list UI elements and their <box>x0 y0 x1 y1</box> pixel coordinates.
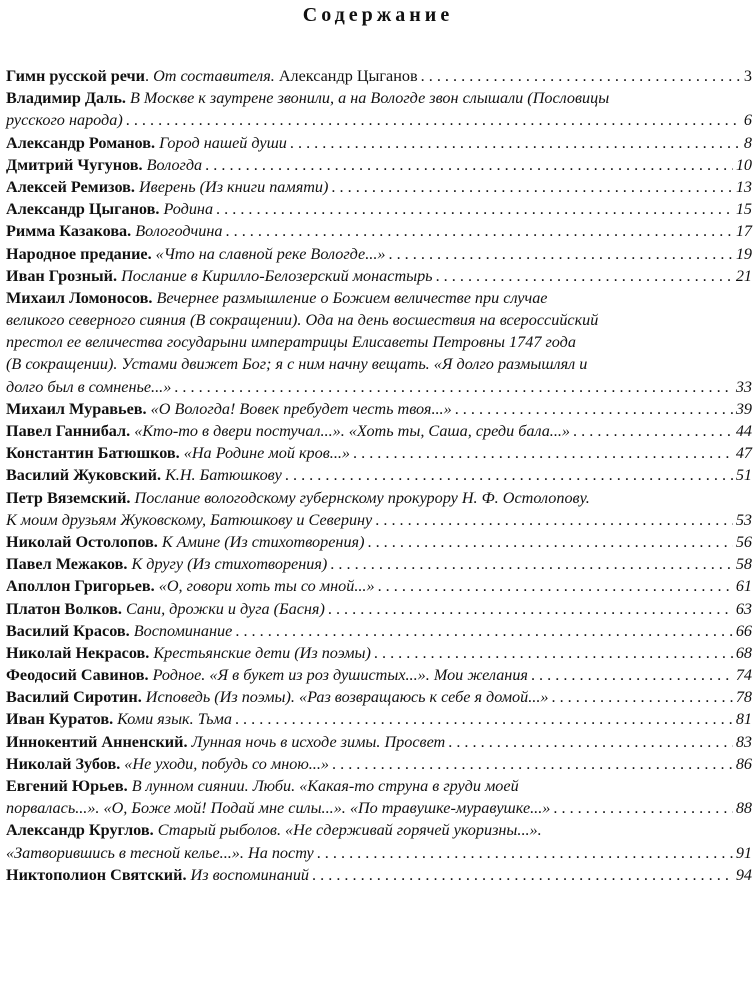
dot-leader <box>388 243 732 265</box>
dot-leader <box>378 575 733 597</box>
toc-entry[interactable] <box>6 686 752 708</box>
toc-entry-text <box>6 398 452 420</box>
toc-author: Иннокентий Анненский. <box>6 732 188 751</box>
dot-leader <box>573 420 733 442</box>
toc-entry-line <box>6 775 752 797</box>
toc-author: Василий Жуковский. <box>6 466 162 485</box>
toc-entry[interactable] <box>6 731 752 753</box>
toc-page-number: 58 <box>735 555 752 574</box>
toc-work-title: Из воспоминаний <box>190 865 310 884</box>
toc-entry[interactable] <box>6 176 752 198</box>
toc-entry[interactable] <box>6 420 752 442</box>
toc-author: Николай Некрасов. <box>6 643 150 662</box>
toc-work-title: Сани, дрожки и дуга (Басня) <box>125 599 325 618</box>
toc-author: Василий Сиротин. <box>6 688 142 707</box>
toc-entry-line <box>6 442 752 464</box>
toc-page-number: 44 <box>735 422 752 440</box>
toc-work-title: Воспоминание <box>133 621 233 640</box>
toc-entry-line <box>6 87 752 109</box>
toc-author: Римма Казакова. <box>6 222 132 241</box>
toc-entry-line <box>6 176 752 198</box>
toc-work-title: «О Вологда! Вовек пребудет честь твоя...» <box>150 399 452 418</box>
toc-page-number: 21 <box>735 266 752 285</box>
toc-entry-line <box>6 686 752 708</box>
toc-entry[interactable] <box>6 442 752 464</box>
toc-page-number: 6 <box>743 111 752 130</box>
toc-page-number: 61 <box>735 577 752 596</box>
toc-page-number: 68 <box>735 643 752 662</box>
dot-leader <box>330 553 733 575</box>
toc-entry-text <box>6 220 223 242</box>
toc-entry-text <box>6 708 232 730</box>
toc-entry-line <box>6 287 752 309</box>
toc-work-title: «Затворившись в тесной келье...». На посту <box>6 843 314 862</box>
toc-work-title: Родина <box>163 200 214 219</box>
toc-author: Дмитрий Чугунов. <box>6 155 143 174</box>
toc-work-title: Вечернее размышление о Божием величестве при случае <box>156 288 548 307</box>
toc-page-number: 3 <box>743 67 752 85</box>
toc-entry-line <box>6 154 752 176</box>
toc-entry-text <box>6 132 287 154</box>
toc-entry[interactable] <box>6 864 752 886</box>
toc-entry-line <box>6 265 752 287</box>
dot-leader <box>353 442 733 464</box>
toc-page-number: 53 <box>735 510 752 529</box>
toc-work-title: «Не уходи, побудь со мною...» <box>124 754 329 773</box>
page-title: Содержание <box>302 4 454 26</box>
toc-entry-text <box>6 442 350 464</box>
toc-entry-text <box>6 819 752 841</box>
toc-work-title: престол ее величества государыни императрицы Елисаветы Петровны 1747 года <box>6 333 576 352</box>
toc-page-number: 81 <box>735 710 752 729</box>
dot-leader <box>375 509 733 531</box>
toc-entry-line <box>6 420 752 442</box>
toc-entry-line <box>6 864 752 886</box>
toc-entry[interactable] <box>6 243 752 265</box>
toc-author: Павел Межаков. <box>6 555 128 574</box>
toc-work-title: «Что на славной реке Вологде...» <box>155 244 386 263</box>
toc-work-title: Послание в Кирилло-Белозерский монастырь <box>121 266 433 285</box>
toc-page-number: 39 <box>735 399 752 418</box>
toc-entry[interactable] <box>6 775 752 819</box>
toc-entry[interactable] <box>6 819 752 863</box>
toc-work-title: От составителя. <box>153 67 275 85</box>
toc-author: Гимн русской речи <box>6 67 145 85</box>
toc-entry-text <box>6 198 213 220</box>
toc-entry[interactable] <box>6 220 752 242</box>
toc-work-title: Вологда <box>146 155 203 174</box>
toc-entry[interactable] <box>6 753 752 775</box>
toc-work-title: порвалась...». «О, Боже мой! Подай мне силы...». «По травушке-муравушке...» <box>6 799 551 818</box>
toc-entry-line <box>6 753 752 775</box>
toc-work-title: Коми язык. Тьма <box>117 710 232 729</box>
toc-entry-text <box>6 531 364 553</box>
toc-work-title: Послание вологодскому губернскому прокурору Н. Ф. Остолопову. <box>134 488 590 507</box>
dot-leader <box>205 154 733 176</box>
toc-page-number: 63 <box>735 599 752 618</box>
toc-entry-text <box>6 509 372 531</box>
toc-work-title: Вологодчина <box>135 222 223 241</box>
toc-entry[interactable] <box>6 265 752 287</box>
toc-page-number: 86 <box>735 754 752 773</box>
toc-entry-text <box>6 864 309 886</box>
toc-entry-line <box>6 598 752 620</box>
toc-entry-line <box>6 353 752 375</box>
toc-entry-line <box>6 509 752 531</box>
toc-entry-line <box>6 376 752 398</box>
toc-author: Иван Грозный. <box>6 266 118 285</box>
toc-entry-text <box>6 642 371 664</box>
toc-entry-text <box>6 176 328 198</box>
toc-entry[interactable] <box>6 65 752 87</box>
toc-author: Александр Цыганов. <box>6 200 160 219</box>
toc-page-number: 91 <box>735 843 752 862</box>
dot-leader <box>531 664 733 686</box>
toc-entry-text <box>6 87 752 109</box>
toc-entry-line <box>6 553 752 575</box>
toc-entry[interactable] <box>6 154 752 176</box>
toc-entry-text <box>6 575 375 597</box>
toc-work-title: русского народа) <box>6 111 123 130</box>
toc-entry-text <box>6 753 329 775</box>
toc-entry-text <box>6 265 433 287</box>
toc-author: Николай Остолопов. <box>6 532 158 551</box>
toc-work-title: Старый рыболов. «Не сдерживай горячей укоризны...». <box>157 821 542 840</box>
toc-page-number: 88 <box>735 799 752 818</box>
toc-entry-text <box>6 331 752 353</box>
toc-entry-text <box>6 109 123 131</box>
toc-entry[interactable] <box>6 487 752 531</box>
toc-entry-line <box>6 664 752 686</box>
table-of-contents <box>6 65 752 886</box>
dot-leader <box>553 797 732 819</box>
toc-author: Платон Волков. <box>6 599 122 618</box>
dot-leader <box>174 376 733 398</box>
toc-author: Михаил Муравьев. <box>6 399 147 418</box>
toc-entry-text <box>6 598 325 620</box>
dot-leader <box>367 531 732 553</box>
toc-author: Константин Батюшков. <box>6 444 180 463</box>
dot-leader <box>317 842 733 864</box>
toc-page-number: 47 <box>735 444 752 463</box>
dot-leader <box>448 731 733 753</box>
dot-leader <box>312 864 733 886</box>
toc-author: Александр Романов. <box>6 133 156 152</box>
toc-page-number: 10 <box>735 155 752 174</box>
dot-leader <box>328 598 733 620</box>
toc-author: Алексей Ремизов. <box>6 177 135 196</box>
toc-entry-text <box>6 553 327 575</box>
toc-entry-text <box>6 664 528 686</box>
toc-page-number: 8 <box>743 133 752 152</box>
toc-work-title: «На Родине мой кров...» <box>183 444 351 463</box>
dot-leader <box>455 398 733 420</box>
toc-entry-text <box>6 309 752 331</box>
dot-leader <box>226 220 733 242</box>
toc-author: Александр Круглов. <box>6 821 154 840</box>
toc-entry-text <box>6 686 548 708</box>
toc-author: Аполлон Григорьев. <box>6 577 155 596</box>
toc-work-title: К.Н. Батюшкову <box>165 466 282 485</box>
toc-work-title: великого северного сияния (В сокращении). Ода на день восшествия на всероссийский <box>6 311 599 330</box>
toc-work-title: долго был в сомненье...» <box>6 377 172 396</box>
toc-work-title: Лунная ночь в исходе зимы. Просвет <box>191 732 446 751</box>
toc-entry-line <box>6 220 752 242</box>
toc-entry[interactable] <box>6 398 752 420</box>
toc-entry[interactable] <box>6 708 752 730</box>
toc-page-number: 19 <box>735 244 752 263</box>
toc-entry-text <box>6 775 752 797</box>
toc-entry-line <box>6 531 752 553</box>
toc-entry[interactable] <box>6 531 752 553</box>
toc-entry-line <box>6 819 752 841</box>
toc-author: Феодосий Савинов. <box>6 666 149 685</box>
toc-entry[interactable] <box>6 132 752 154</box>
toc-work-title: Родное. «Я в букет из роз душистых...». Мои желания <box>152 666 528 685</box>
toc-page-number: 51 <box>735 466 752 485</box>
toc-entry[interactable] <box>6 287 752 398</box>
toc-work-title: К моим друзьям Жуковскому, Батюшкову и Северину <box>6 510 373 529</box>
toc-author: Василий Красов. <box>6 621 130 640</box>
toc-entry-text <box>6 487 752 509</box>
dot-leader <box>332 753 733 775</box>
toc-page-number: 13 <box>735 177 752 196</box>
toc-entry-text <box>6 420 570 442</box>
toc-entry[interactable] <box>6 464 752 486</box>
dot-leader <box>551 686 732 708</box>
dot-leader <box>126 109 741 131</box>
toc-author: Николай Зубов. <box>6 754 121 773</box>
toc-entry-text <box>6 464 282 486</box>
toc-entry-text <box>6 154 202 176</box>
toc-page-number: 83 <box>735 732 752 751</box>
toc-entry[interactable] <box>6 575 752 597</box>
toc-work-title: В лунном сиянии. Люби. «Какая-то струна в груди моей <box>131 777 519 795</box>
toc-page-number: 17 <box>735 222 752 241</box>
toc-page-number: 56 <box>735 532 752 551</box>
toc-page-number: 15 <box>735 200 752 219</box>
toc-entry[interactable] <box>6 620 752 642</box>
toc-work-title: К другу (Из стихотворения) <box>131 555 328 574</box>
toc-entry[interactable] <box>6 598 752 620</box>
toc-work-title: (В сокращении). Устами движет Бог; я с ним начну вещать. «Я долго размышлял и <box>6 355 588 374</box>
dot-leader <box>235 708 733 730</box>
toc-entry-line <box>6 575 752 597</box>
toc-work-title: Александр Цыганов <box>274 67 418 85</box>
dot-leader <box>331 176 732 198</box>
toc-page-number: 78 <box>735 688 752 707</box>
toc-entry-text <box>6 797 550 819</box>
toc-entry[interactable] <box>6 664 752 686</box>
toc-entry-line <box>6 309 752 331</box>
toc-entry-line <box>6 620 752 642</box>
toc-work-title: К Амине (Из стихотворения) <box>161 532 365 551</box>
dot-leader <box>374 642 733 664</box>
toc-author: Петр Вяземский. <box>6 488 131 507</box>
toc-page-number: 66 <box>735 621 752 640</box>
toc-entry-line <box>6 487 752 509</box>
toc-author: Михаил Ломоносов. <box>6 288 153 307</box>
toc-entry-text <box>6 376 171 398</box>
toc-entry-line <box>6 842 752 864</box>
toc-work-title: Город нашей души <box>159 133 287 152</box>
toc-work-title: Исповедь (Из поэмы). «Раз возвращаюсь к себе я домой...» <box>145 688 549 707</box>
toc-entry-text <box>6 620 232 642</box>
toc-work-title: «Кто-то в двери постучал...». «Хоть ты, Саша, среди бала...» <box>134 422 571 440</box>
toc-work-title: В Москве к заутрене звонили, а на Вологде звон слышали (Пословицы <box>130 89 610 108</box>
toc-entry-line <box>6 708 752 730</box>
toc-entry-text <box>6 287 752 309</box>
toc-page-number: 33 <box>735 377 752 396</box>
toc-author: Иван Куратов. <box>6 710 114 729</box>
toc-entry-line <box>6 731 752 753</box>
toc-entry-line <box>6 198 752 220</box>
toc-author: Никтополион Святский. <box>6 865 187 884</box>
dot-leader <box>436 265 733 287</box>
toc-entry-text <box>6 842 314 864</box>
toc-work-title: Иверень (Из книги памяти) <box>138 177 329 196</box>
toc-entry-line <box>6 132 752 154</box>
toc-author: Народное предание. <box>6 244 152 263</box>
dot-leader <box>421 65 741 87</box>
toc-author: Евгений Юрьев. <box>6 777 128 795</box>
dot-leader <box>285 464 733 486</box>
toc-page-number: 94 <box>735 865 752 884</box>
toc-page-number: 74 <box>735 666 752 685</box>
toc-entry-text <box>6 243 385 265</box>
dot-leader <box>235 620 732 642</box>
toc-entry[interactable] <box>6 198 752 220</box>
dot-leader <box>290 132 741 154</box>
toc-entry[interactable] <box>6 553 752 575</box>
toc-entry-line <box>6 398 752 420</box>
toc-entry-line <box>6 331 752 353</box>
toc-author: Владимир Даль. <box>6 89 126 108</box>
toc-entry-line <box>6 243 752 265</box>
toc-work-title: «О, говори хоть ты со мной...» <box>158 577 375 596</box>
toc-author: Павел Ганнибал. <box>6 422 131 440</box>
toc-entry[interactable] <box>6 642 752 664</box>
toc-entry-line <box>6 464 752 486</box>
toc-entry-line <box>6 65 752 87</box>
toc-entry-line <box>6 642 752 664</box>
toc-entry-line <box>6 109 752 131</box>
toc-author-separator: . <box>144 67 154 85</box>
toc-entry[interactable] <box>6 87 752 131</box>
toc-entry-line <box>6 797 752 819</box>
toc-entry-text <box>6 65 418 87</box>
toc-entry-text <box>6 731 445 753</box>
toc-entry-text <box>6 353 752 375</box>
dot-leader <box>216 198 733 220</box>
toc-work-title: Крестьянские дети (Из поэмы) <box>153 643 371 662</box>
